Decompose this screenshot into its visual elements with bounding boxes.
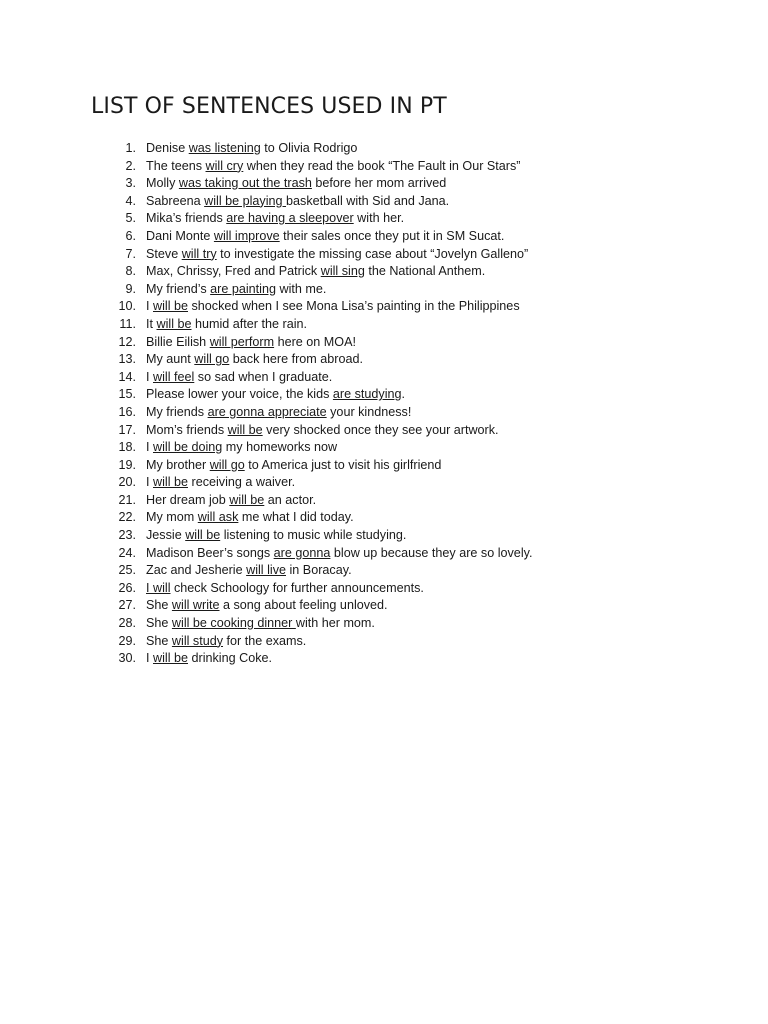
sentence-fragment: to investigate the missing case about “Jovelyn Galleno”	[216, 246, 529, 261]
list-item	[104, 509, 532, 527]
sentence-fragment: listening to music while studying.	[220, 528, 407, 543]
item-number: 28.	[118, 616, 136, 631]
item-gap	[136, 158, 146, 176]
item-gap	[136, 422, 146, 440]
sentence-fragment: with her.	[353, 211, 405, 226]
underlined-verb-phrase: are having a sleepover	[226, 211, 354, 226]
sentence-fragment: .	[401, 387, 406, 402]
sentence-text	[146, 562, 352, 580]
item-gap	[136, 615, 146, 633]
item-number: 4.	[125, 193, 136, 208]
item-number: 27.	[118, 598, 136, 613]
sentence-fragment: Mika’s friends	[146, 211, 227, 226]
sentence-text	[146, 615, 375, 633]
sentence-fragment: very shocked once they see your artwork.	[262, 422, 499, 437]
underlined-verb-phrase: will be playing	[204, 193, 287, 208]
list-item	[104, 457, 532, 475]
sentence-fragment: before her mom arrived	[311, 176, 447, 191]
sentence-text	[146, 193, 449, 211]
item-gap	[136, 404, 146, 422]
sentence-fragment: to Olivia Rodrigo	[260, 141, 358, 155]
list-item	[104, 158, 532, 176]
item-number: 2.	[125, 158, 136, 173]
sentence-fragment: My aunt	[146, 352, 195, 367]
sentence-fragment: receiving a waiver.	[188, 475, 296, 490]
sentence-text	[146, 457, 441, 475]
list-item	[104, 334, 532, 352]
list-item	[104, 580, 532, 598]
sentence-fragment: She	[146, 633, 172, 648]
item-gap	[136, 650, 146, 668]
sentence-fragment: Molly	[146, 176, 179, 191]
sentence-text	[146, 597, 388, 615]
item-gap	[136, 193, 146, 211]
sentence-fragment: Mom’s friends	[146, 422, 228, 437]
item-gap	[136, 298, 146, 316]
list-item	[104, 404, 532, 422]
sentence-fragment: humid after the rain.	[191, 316, 308, 331]
sentence-fragment: My brother	[146, 457, 210, 472]
item-number: 5.	[125, 211, 136, 226]
sentence-fragment: Denise	[146, 141, 189, 155]
list-item	[104, 439, 532, 457]
list-item	[104, 527, 532, 545]
underlined-verb-phrase: are gonna appreciate	[207, 404, 327, 419]
item-gap	[136, 369, 146, 387]
list-item	[104, 545, 532, 563]
underlined-verb-phrase: will be doing	[153, 440, 223, 455]
underlined-verb-phrase: was taking out the trash	[178, 176, 312, 191]
underlined-verb-phrase: will be cooking dinner	[171, 616, 296, 631]
sentence-text	[146, 369, 332, 387]
item-gap	[136, 509, 146, 527]
list-item	[104, 615, 532, 633]
item-number: 3.	[125, 176, 136, 191]
item-gap	[136, 246, 146, 264]
item-gap	[136, 457, 146, 475]
item-number: 8.	[125, 264, 136, 279]
item-gap	[136, 527, 146, 545]
underlined-verb-phrase: will sing	[320, 264, 365, 279]
underlined-verb-phrase: will go	[194, 352, 230, 367]
sentence-fragment: their sales once they put it in SM Sucat.	[279, 228, 505, 243]
underlined-verb-phrase: will cry	[205, 158, 244, 173]
sentence-fragment: check Schoology for further announcements.	[170, 580, 424, 595]
item-number: 30.	[118, 651, 136, 666]
sentence-fragment: so sad when I graduate.	[194, 369, 333, 384]
list-item	[104, 492, 532, 510]
underlined-verb-phrase: will live	[246, 563, 286, 578]
list-item	[104, 597, 532, 615]
sentence-fragment: Madison Beer’s songs	[146, 545, 274, 560]
item-gap	[136, 210, 146, 228]
sentence-fragment: the National Anthem.	[364, 264, 486, 279]
list-item	[104, 633, 532, 651]
list-item	[104, 422, 532, 440]
list-item	[104, 316, 532, 334]
sentence-text	[146, 509, 354, 527]
underlined-verb-phrase: will be	[229, 492, 265, 507]
underlined-verb-phrase: will improve	[213, 228, 280, 243]
list-item	[104, 193, 532, 211]
underlined-verb-phrase: I will	[146, 580, 171, 595]
sentence-text	[146, 140, 357, 158]
item-gap	[136, 439, 146, 457]
sentence-text	[146, 527, 406, 545]
item-gap	[136, 474, 146, 492]
underlined-verb-phrase: will ask	[197, 510, 239, 525]
item-number: 11.	[119, 316, 136, 331]
sentence-fragment: for the exams.	[223, 633, 307, 648]
item-number: 29.	[118, 633, 136, 648]
item-number: 20.	[118, 475, 136, 490]
list-item	[104, 369, 532, 387]
underlined-verb-phrase: will be	[153, 475, 188, 490]
sentence-fragment: My mom	[146, 510, 198, 525]
sentence-text	[146, 316, 307, 334]
underlined-verb-phrase: will be	[156, 316, 192, 331]
sentence-fragment: I	[146, 475, 153, 490]
sentence-fragment: drinking Coke.	[188, 651, 272, 666]
list-item	[104, 351, 532, 369]
underlined-verb-phrase: will be	[227, 422, 263, 437]
item-number: 17.	[118, 422, 136, 437]
sentence-fragment: I	[146, 440, 153, 455]
sentence-list	[104, 140, 532, 668]
sentence-text	[146, 580, 424, 598]
item-gap	[136, 263, 146, 281]
item-gap	[136, 228, 146, 246]
sentence-fragment: Zac and Jesherie	[146, 563, 247, 578]
item-number: 25.	[118, 563, 136, 578]
sentence-text	[146, 298, 520, 316]
sentence-fragment: to America just to visit his girlfriend	[244, 457, 442, 472]
list-item	[104, 298, 532, 316]
sentence-fragment: It	[146, 316, 157, 331]
sentence-fragment: I	[146, 299, 153, 314]
item-number: 13.	[118, 352, 136, 367]
list-item	[104, 246, 532, 264]
underlined-verb-phrase: are painting	[210, 281, 276, 296]
sentence-fragment: The teens	[146, 158, 206, 173]
sentence-fragment: My friends	[146, 404, 208, 419]
underlined-verb-phrase: will go	[209, 457, 245, 472]
sentence-text	[146, 228, 504, 246]
sentence-fragment: with me.	[275, 281, 327, 296]
sentence-text	[146, 404, 411, 422]
list-item	[104, 474, 532, 492]
sentence-text	[146, 474, 295, 492]
sentence-text	[146, 492, 316, 510]
sentence-fragment: Steve	[146, 246, 182, 261]
underlined-verb-phrase: will try	[181, 246, 217, 261]
sentence-fragment: an actor.	[264, 492, 317, 507]
item-number: 7.	[125, 246, 136, 261]
item-gap	[136, 140, 146, 158]
list-item	[104, 175, 532, 193]
list-item	[104, 210, 532, 228]
sentence-fragment: Her dream job	[146, 492, 230, 507]
sentence-fragment: Please lower your voice, the kids	[146, 387, 333, 402]
sentence-fragment: She	[146, 616, 172, 631]
sentence-text	[146, 545, 532, 563]
sentence-text	[146, 633, 306, 651]
underlined-verb-phrase: will write	[171, 598, 220, 613]
item-gap	[136, 316, 146, 334]
item-number: 14.	[118, 369, 136, 384]
list-item	[104, 386, 532, 404]
list-item	[104, 263, 532, 281]
sentence-text	[146, 334, 356, 352]
sentence-fragment: Jessie	[146, 528, 186, 543]
underlined-verb-phrase: will study	[171, 633, 224, 648]
sentence-text	[146, 263, 485, 281]
sentence-fragment: She	[146, 598, 172, 613]
sentence-text	[146, 650, 272, 668]
sentence-fragment: basketball with Sid and Jana.	[286, 193, 450, 208]
list-item	[104, 140, 532, 158]
sentence-text	[146, 386, 405, 404]
sentence-fragment: with her mom.	[295, 616, 375, 631]
item-number: 12.	[118, 334, 136, 349]
item-number: 18.	[118, 440, 136, 455]
item-gap	[136, 562, 146, 580]
sentence-fragment: here on MOA!	[274, 334, 356, 349]
item-gap	[136, 175, 146, 193]
item-number: 26.	[118, 580, 136, 595]
item-number: 9.	[125, 281, 136, 296]
item-gap	[136, 386, 146, 404]
sentence-fragment: Max, Chrissy, Fred and Patrick	[146, 264, 321, 279]
sentence-text	[146, 439, 337, 457]
item-gap	[136, 580, 146, 598]
sentence-fragment: My friend’s	[146, 281, 211, 296]
item-number: 21.	[118, 492, 136, 507]
sentence-fragment: your kindness!	[326, 404, 412, 419]
sentence-fragment: shocked when I see Mona Lisa’s painting in the Philippines	[188, 299, 520, 314]
underlined-verb-phrase: will perform	[209, 334, 275, 349]
sentence-fragment: my homeworks now	[222, 440, 338, 455]
item-gap	[136, 281, 146, 299]
sentence-text	[146, 281, 326, 299]
item-gap	[136, 597, 146, 615]
sentence-text	[146, 246, 528, 264]
item-number: 16.	[118, 404, 136, 419]
item-number: 6.	[125, 228, 136, 243]
item-number: 22.	[118, 510, 136, 525]
sentence-text	[146, 175, 446, 193]
sentence-text	[146, 351, 363, 369]
sentence-fragment: I	[146, 651, 153, 666]
underlined-verb-phrase: will feel	[153, 369, 195, 384]
sentence-text	[146, 210, 404, 228]
sentence-fragment: in Boracay.	[286, 563, 352, 578]
sentence-text	[146, 422, 499, 440]
sentence-fragment: me what I did today.	[238, 510, 354, 525]
sentence-fragment: when they read the book “The Fault in Our Stars”	[243, 158, 521, 173]
list-item	[104, 228, 532, 246]
item-gap	[136, 334, 146, 352]
item-number: 1.	[125, 141, 136, 155]
item-gap	[136, 351, 146, 369]
sentence-fragment: blow up because they are so lovely.	[330, 545, 533, 560]
underlined-verb-phrase: will be	[153, 299, 188, 314]
underlined-verb-phrase: was listening	[188, 141, 261, 155]
underlined-verb-phrase: will be	[153, 651, 188, 666]
sentence-fragment: I	[146, 369, 153, 384]
list-item	[104, 650, 532, 668]
underlined-verb-phrase: are gonna	[273, 545, 331, 560]
underlined-verb-phrase: will be	[185, 528, 221, 543]
item-number: 19.	[118, 457, 136, 472]
sentence-text	[146, 158, 521, 176]
item-number: 15.	[118, 387, 136, 402]
list-item	[104, 281, 532, 299]
item-gap	[136, 633, 146, 651]
page-title: LIST OF SENTENCES USED IN PT	[91, 94, 447, 119]
sentence-fragment: a song about feeling unloved.	[219, 598, 388, 613]
sentence-fragment: Dani Monte	[146, 228, 214, 243]
item-gap	[136, 492, 146, 510]
sentence-fragment: Sabreena	[146, 193, 205, 208]
item-gap	[136, 545, 146, 563]
item-number: 24.	[118, 545, 136, 560]
item-number: 23.	[118, 528, 136, 543]
list-item	[104, 562, 532, 580]
underlined-verb-phrase: are studying	[332, 387, 402, 402]
sentence-fragment: back here from abroad.	[229, 352, 364, 367]
item-number: 10.	[118, 299, 136, 314]
sentence-fragment: Billie Eilish	[146, 334, 210, 349]
